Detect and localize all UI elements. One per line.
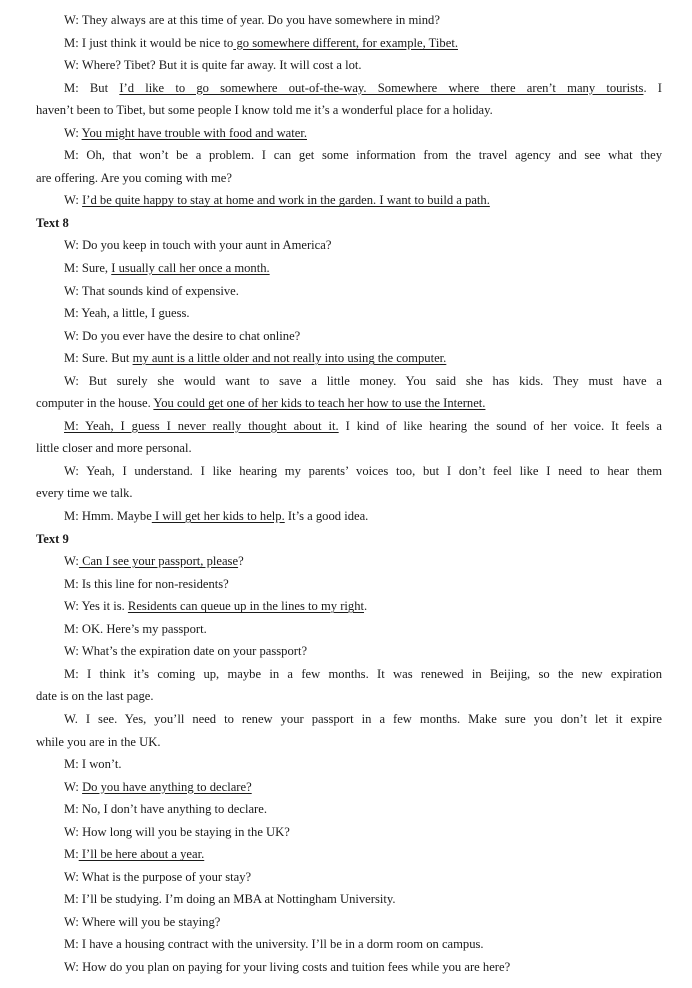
transcript-line: [36, 392, 662, 415]
transcript-line: [36, 685, 662, 708]
line-text: W: That sounds kind of expensive.: [64, 283, 239, 298]
underlined-text: I’ll be here about a year.: [78, 847, 205, 862]
transcript-line: [36, 866, 662, 889]
underlined-text: I’d like to go somewhere out-of-the-way. Somewhere where there aren’t many tourists: [119, 80, 644, 95]
line-text: while you are in the UK.: [36, 734, 161, 749]
line-text: M: I think it’s coming up, maybe in a few months. It was renewed in Beijing, so the new expiration: [64, 666, 662, 681]
transcript-line: [36, 302, 662, 325]
underlined-text: Do you have anything to declare?: [82, 779, 252, 794]
transcript-line: [36, 482, 662, 505]
section-heading: [36, 528, 662, 551]
transcript-line: [36, 32, 662, 55]
transcript-line: [36, 911, 662, 934]
line-text: W: They always are at this time of year. Do you have somewhere in mind?: [64, 13, 440, 27]
transcript-line: [36, 956, 662, 979]
line-text: M: But: [64, 80, 120, 95]
line-text: W:: [64, 193, 83, 208]
line-text: M: Is this line for non-residents?: [64, 576, 229, 591]
line-text: W: But surely she would want to save a little money. You said she has kids. They must have a: [64, 373, 662, 388]
transcript-line: [36, 640, 662, 663]
transcript-line: [36, 933, 662, 956]
line-text: M: I have a housing contract with the university. I’ll be in a dorm room on campus.: [64, 937, 484, 952]
line-text: W: What is the purpose of your stay?: [64, 869, 252, 884]
transcript-line: [36, 370, 662, 393]
line-text: W: How long will you be staying in the UK?: [64, 824, 290, 839]
underlined-text: my aunt is a little older and not really into using the computer.: [132, 351, 447, 366]
transcript-line: [36, 505, 662, 528]
line-text: every time we talk.: [36, 486, 133, 501]
transcript-line: [36, 776, 662, 799]
line-text: It’s a good idea.: [284, 509, 369, 524]
line-text: are offering. Are you coming with me?: [36, 170, 232, 185]
line-text: W. I see. Yes, you’ll need to renew your passport in a few months. Make sure you don’t let it expire: [64, 711, 662, 726]
underlined-text: go somewhere different, for example, Tibet.: [233, 35, 458, 50]
transcript-line: [36, 9, 662, 32]
line-text: W:: [64, 779, 83, 794]
transcript-line: [36, 573, 662, 596]
section-heading: [36, 212, 662, 235]
underlined-text: Residents can queue up in the lines to my right: [127, 599, 365, 614]
line-text: W:: [64, 125, 82, 140]
line-text: W:: [64, 554, 79, 569]
line-text: I kind of like hearing the sound of her voice. It feels a: [338, 418, 662, 433]
line-text: computer in the house.: [36, 396, 154, 411]
transcript-line: [36, 415, 662, 438]
transcript-line: [36, 189, 662, 212]
line-text: M: Oh, that won’t be a problem. I can get some information from the travel agency and see what they: [64, 148, 662, 163]
line-text: M: Yeah, a little, I guess.: [64, 306, 190, 321]
underlined-text: I will get her kids to help.: [151, 509, 285, 524]
transcript-line: [36, 54, 662, 77]
line-text: W: What’s the expiration date on your passport?: [64, 644, 308, 659]
transcript-line: [36, 821, 662, 844]
line-text: W: How do you plan on paying for your living costs and tuition fees while you are here?: [64, 959, 511, 974]
transcript-line: [36, 663, 662, 686]
line-text: date is on the last page.: [36, 689, 154, 704]
transcript-line: [36, 888, 662, 911]
line-text: haven’t been to Tibet, but some people I know told me it’s a wonderful place for a holiday.: [36, 103, 493, 118]
transcript-line: [36, 280, 662, 303]
transcript-line: [36, 595, 662, 618]
transcript-line: [36, 257, 662, 280]
line-text: M: I’ll be studying. I’m doing an MBA at Nottingham University.: [64, 892, 396, 907]
line-text: M: Hmm. Maybe: [64, 509, 152, 524]
line-text: M: Sure. But: [64, 351, 133, 366]
line-text: .: [364, 599, 368, 614]
transcript-line: [36, 99, 662, 122]
line-text: . I: [643, 80, 662, 95]
underlined-text: I’d be quite happy to stay at home and work in the garden. I want to build a path.: [82, 193, 490, 208]
transcript-line: [36, 460, 662, 483]
transcript-line: [36, 843, 662, 866]
underlined-text: I usually call her once a month.: [111, 261, 270, 276]
underlined-text: You might have trouble with food and water.: [81, 125, 307, 140]
line-text: M: Sure,: [64, 261, 112, 276]
line-text: M: I won’t.: [64, 757, 122, 772]
line-text: Text 8: [36, 215, 69, 230]
transcript-line: [36, 77, 662, 100]
transcript-line: [36, 437, 662, 460]
underlined-text: Can I see your passport, please: [78, 554, 239, 569]
transcript-line: [36, 798, 662, 821]
transcript-line: [36, 550, 662, 573]
transcript-line: [36, 731, 662, 754]
line-text: W: Do you keep in touch with your aunt in America?: [64, 238, 332, 253]
line-text: Text 9: [36, 531, 69, 546]
transcript-line: [36, 347, 662, 370]
transcript-line: [36, 708, 662, 731]
transcript-line: [36, 618, 662, 641]
line-text: W: Do you ever have the desire to chat online?: [64, 328, 301, 343]
line-text: W: Yes it is.: [64, 599, 128, 614]
transcript-line: [36, 234, 662, 257]
underlined-text: You could get one of her kids to teach her how to use the Internet.: [153, 396, 486, 411]
transcript-line: [36, 122, 662, 145]
line-text: M:: [64, 847, 79, 862]
line-text: M: No, I don’t have anything to declare.: [64, 802, 267, 817]
underlined-text: M: Yeah, I guess I never really thought about it.: [64, 418, 339, 433]
line-text: little closer and more personal.: [36, 441, 192, 456]
transcript-line: [36, 753, 662, 776]
transcript-line: [36, 144, 662, 167]
line-text: W: Yeah, I understand. I like hearing my parents’ voices too, but I don’t feel like I need to hear them: [64, 463, 662, 478]
line-text: W: Where? Tibet? But it is quite far away. It will cost a lot.: [64, 58, 362, 73]
line-text: M: OK. Here’s my passport.: [64, 621, 207, 636]
line-text: M: I just think it would be nice to: [64, 35, 234, 50]
transcript-line: [36, 167, 662, 190]
transcript-line: [36, 325, 662, 348]
line-text: ?: [238, 554, 244, 569]
line-text: W: Where will you be staying?: [64, 914, 221, 929]
